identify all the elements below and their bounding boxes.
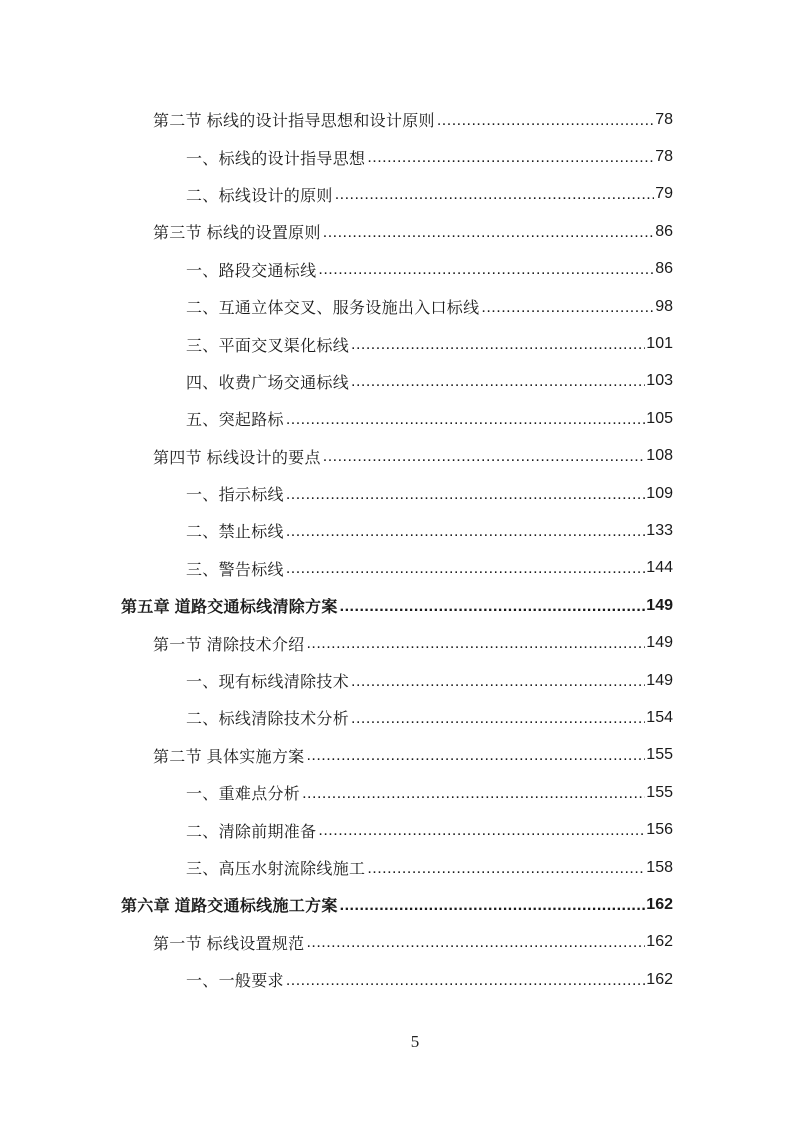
toc-entry-title: 一、现有标线清除技术	[186, 674, 350, 692]
dot-leader	[340, 897, 646, 915]
dot-leader	[306, 934, 645, 952]
toc-entry-title: 二、互通立体交叉、服务设施出入口标线	[186, 300, 480, 318]
toc-entry-item[interactable]	[0, 550, 793, 587]
toc-entry-page: 133	[646, 521, 673, 539]
toc-entry-chapter[interactable]	[0, 886, 793, 923]
dot-leader	[286, 972, 645, 990]
dot-leader	[286, 523, 645, 541]
toc-entry-title: 四、收费广场交通标线	[186, 374, 350, 392]
toc-entry-page: 149	[646, 671, 673, 689]
toc-entry-item[interactable]	[0, 811, 793, 848]
toc-entry-item[interactable]	[0, 662, 793, 699]
toc-entry-item[interactable]	[0, 774, 793, 811]
toc-entry-title: 二、禁止标线	[186, 524, 284, 542]
toc-entry-title: 一、路段交通标线	[186, 262, 317, 280]
toc-entry-title: 三、高压水射流除线施工	[186, 861, 366, 878]
dot-leader	[286, 486, 645, 504]
toc-entry-page: 78	[655, 110, 673, 128]
toc-entry-page: 162	[646, 970, 673, 988]
toc-entry-page: 79	[655, 185, 673, 203]
toc-entry-title: 第一节 标线设置规范	[153, 935, 305, 953]
toc-entry-item[interactable]	[0, 325, 793, 362]
dot-leader	[351, 336, 645, 354]
dot-leader	[351, 673, 645, 691]
page-number: 5	[410, 1032, 420, 1051]
toc-entry-title: 三、平面交叉渠化标线	[186, 337, 350, 355]
dot-leader	[335, 186, 655, 204]
toc-entry-item[interactable]	[0, 699, 793, 736]
toc-entry-page: 154	[646, 708, 673, 726]
toc-entry-title: 五、突起路标	[186, 412, 284, 430]
table-of-contents	[0, 101, 793, 998]
toc-entry-title: 二、标线清除技术分析	[186, 711, 350, 729]
toc-entry-title: 第一节 清除技术介绍	[153, 636, 305, 654]
dot-leader	[286, 411, 645, 429]
toc-entry-page: 155	[646, 746, 673, 764]
toc-entry-page: 103	[646, 372, 673, 390]
dot-leader	[306, 747, 645, 765]
dot-leader	[286, 560, 645, 578]
toc-entry-section[interactable]	[0, 213, 793, 250]
toc-entry-title: 二、标线设计的原则	[186, 187, 333, 205]
toc-entry-page: 149	[646, 596, 673, 614]
toc-entry-item[interactable]	[0, 251, 793, 288]
toc-entry-item[interactable]	[0, 288, 793, 325]
toc-entry-page: 101	[646, 335, 673, 353]
dot-leader	[340, 598, 646, 616]
toc-entry-section[interactable]	[0, 624, 793, 661]
toc-entry-page: 156	[646, 821, 673, 839]
dot-leader	[323, 224, 654, 242]
dot-leader	[351, 373, 645, 391]
toc-entry-item[interactable]	[0, 363, 793, 400]
toc-entry-page: 105	[646, 409, 673, 427]
dot-leader	[367, 860, 645, 878]
toc-entry-title: 三、警告标线	[186, 561, 284, 579]
toc-entry-page: 78	[655, 148, 673, 166]
toc-entry-title: 一、一般要求	[186, 973, 284, 991]
dot-leader	[306, 635, 645, 653]
toc-entry-item[interactable]	[0, 475, 793, 512]
toc-entry-item[interactable]	[0, 961, 793, 998]
toc-entry-item[interactable]	[0, 176, 793, 213]
toc-entry-title: 一、重难点分析	[186, 786, 301, 804]
toc-entry-page: 158	[646, 858, 673, 876]
dot-leader	[318, 261, 654, 279]
toc-entry-section[interactable]	[0, 924, 793, 961]
toc-entry-title: 第五章 道路交通标线清除方案	[121, 599, 338, 617]
dot-leader	[351, 710, 645, 728]
toc-entry-chapter[interactable]	[0, 587, 793, 624]
dot-leader	[302, 785, 645, 803]
toc-entry-title: 第二节 标线的设计指导思想和设计原则	[153, 113, 435, 131]
toc-entry-title: 第三节 标线的设置原则	[153, 225, 321, 243]
dot-leader	[481, 299, 654, 317]
toc-entry-item[interactable]	[0, 138, 793, 175]
toc-entry-title: 第二节 具体实施方案	[153, 748, 305, 766]
toc-entry-page: 144	[646, 559, 673, 577]
toc-entry-item[interactable]	[0, 849, 793, 886]
toc-entry-title: 二、清除前期准备	[186, 823, 317, 841]
toc-entry-section[interactable]	[0, 737, 793, 774]
toc-entry-item[interactable]	[0, 400, 793, 437]
toc-entry-page: 86	[655, 260, 673, 278]
dot-leader	[367, 149, 654, 167]
toc-entry-item[interactable]	[0, 512, 793, 549]
toc-entry-title: 第四节 标线设计的要点	[153, 449, 321, 467]
toc-entry-page: 162	[646, 933, 673, 951]
dot-leader	[323, 448, 646, 466]
dot-leader	[437, 112, 654, 130]
toc-entry-page: 86	[655, 222, 673, 240]
toc-entry-title: 第六章 道路交通标线施工方案	[121, 898, 338, 916]
toc-entry-page: 108	[646, 447, 673, 465]
toc-entry-page: 109	[646, 484, 673, 502]
toc-entry-section[interactable]	[0, 101, 793, 138]
toc-entry-section[interactable]	[0, 438, 793, 475]
toc-entry-title: 一、指示标线	[186, 487, 284, 505]
toc-entry-page: 155	[646, 783, 673, 801]
dot-leader	[318, 822, 645, 840]
toc-entry-title: 一、标线的设计指导思想	[186, 150, 366, 168]
toc-entry-page: 162	[646, 895, 673, 913]
toc-entry-page: 98	[655, 297, 673, 315]
toc-entry-page: 149	[646, 634, 673, 652]
